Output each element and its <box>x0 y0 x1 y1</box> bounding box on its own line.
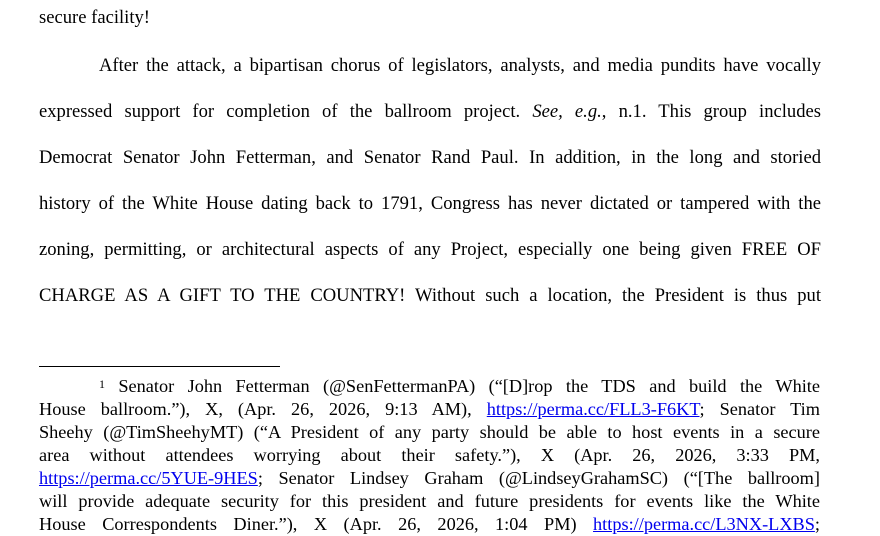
footnote-text: Senator John Fetterman (@SenFettermanPA) (“[D]rop the TDS and build the White <box>118 376 820 396</box>
perma-link-2[interactable]: https://perma.cc/5YUE-9HES <box>39 468 258 488</box>
footnote-line: Sheehy (@TimSheehyMT) (“A President of any party should be able to host events in a secure <box>39 422 820 442</box>
footnote-separator <box>39 366 280 367</box>
footnote-text: ; Senator Tim <box>699 399 820 419</box>
body-line: Democrat Senator John Fetterman, and Senator Rand Paul. In addition, in the long and storied <box>39 147 821 168</box>
footnote-marker: 1 <box>99 377 105 391</box>
body-line <box>39 100 821 124</box>
footnote-line <box>99 375 820 398</box>
footnote-line <box>39 513 820 536</box>
body-line: CHARGE AS A GIFT TO THE COUNTRY! Without such a location, the President is thus put <box>39 285 821 306</box>
footnote-text: House Correspondents Diner.”), X (Apr. 26, 2026, 1:04 PM) <box>39 514 577 534</box>
footnote-line <box>39 467 820 490</box>
footnote-line: will provide adequate security for this president and future presidents for events like the White <box>39 491 820 511</box>
body-text: , n.1. This group includes <box>601 101 822 122</box>
citation-signal: See, e.g. <box>532 101 602 122</box>
perma-link-3[interactable]: https://perma.cc/L3NX-LXBS <box>593 514 815 534</box>
body-line: secure facility! <box>39 7 150 28</box>
footnote-line <box>39 398 820 421</box>
body-line: After the attack, a bipartisan chorus of legislators, analysts, and media pundits have vocally <box>99 55 821 76</box>
body-line: zoning, permitting, or architectural aspects of any Project, especially one being given FREE OF <box>39 239 821 260</box>
perma-link-1[interactable]: https://perma.cc/FLL3-F6KT <box>486 399 700 419</box>
body-line: history of the White House dating back to 1791, Congress has never dictated or tampered with the <box>39 193 821 214</box>
footnote-text: ; Senator Lindsey Graham (@LindseyGrahamSC) (“[The ballroom] <box>257 468 820 488</box>
footnote-text: House ballroom.”), X, (Apr. 26, 2026, 9:13 AM), <box>39 399 472 419</box>
footnote-line: area without attendees worrying about their safety.”), X (Apr. 26, 2026, 3:33 PM, <box>39 445 820 465</box>
body-text: expressed support for completion of the ballroom project. <box>39 101 521 122</box>
footnote-text: ; <box>814 514 820 534</box>
